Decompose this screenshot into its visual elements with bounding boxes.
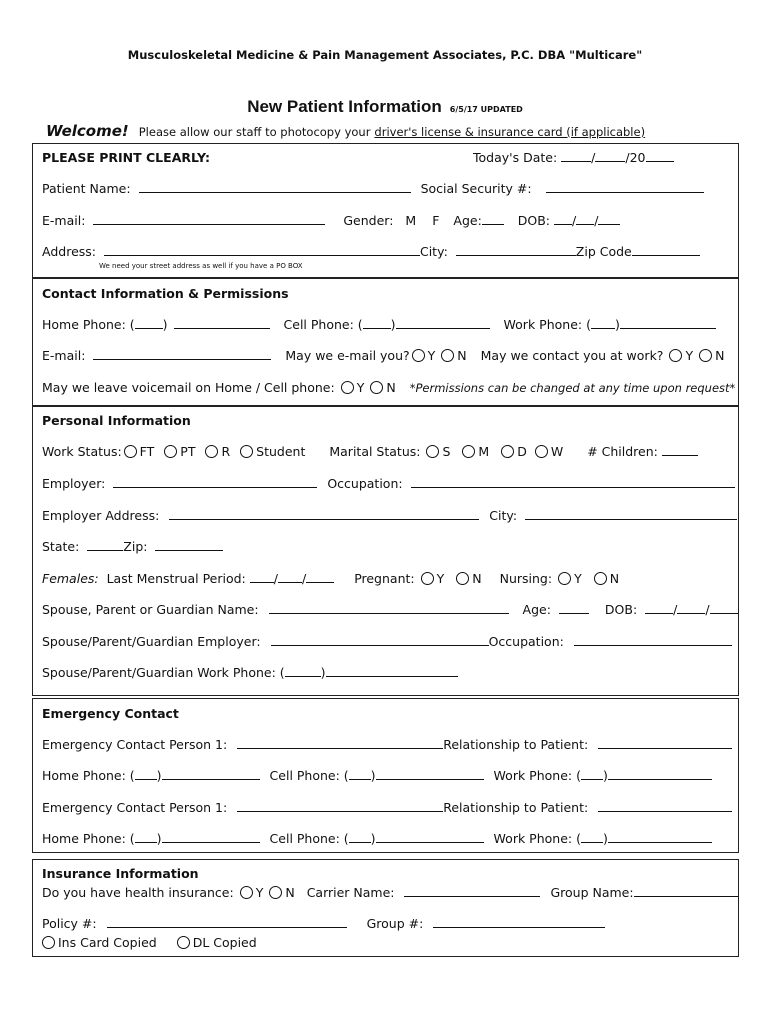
spouse-work-phone-field[interactable] (326, 665, 458, 677)
work-phone-label: Work Phone: ( (503, 317, 591, 332)
ssn-label: Social Security #: (420, 181, 532, 196)
paren: ) (370, 768, 376, 783)
cell-phone-label: Cell Phone: ( (283, 317, 363, 332)
yes-label: Y (436, 571, 445, 586)
no-label: N (715, 348, 725, 363)
student-radio[interactable] (240, 445, 253, 458)
date-month-field[interactable] (561, 150, 591, 162)
dob-sep: / (673, 602, 678, 617)
age-field[interactable] (482, 213, 504, 225)
lmp-day-field[interactable] (278, 571, 302, 583)
email-label: E-mail: (42, 213, 86, 228)
nursing-label: Nursing: (499, 571, 553, 586)
dob-month-field[interactable] (554, 213, 572, 225)
contact-email-field[interactable] (93, 348, 271, 360)
yes-label: Y (685, 348, 694, 363)
yes-label: Y (574, 571, 582, 586)
spouse-work-phone-area-field[interactable] (285, 665, 321, 677)
no-label: N (386, 380, 396, 395)
patient-name-field[interactable] (139, 181, 411, 193)
may-contact-work-label: May we contact you at work? (480, 348, 664, 363)
lmp-sep: / (273, 571, 278, 586)
ins-card-copied-radio[interactable] (42, 936, 55, 949)
spouse-dob-year-field[interactable] (710, 602, 738, 614)
spouse-age-label: Age: (522, 602, 551, 617)
cell-phone-field[interactable] (376, 768, 484, 780)
emergency-header: Emergency Contact (42, 706, 179, 721)
lmp-month-field[interactable] (250, 571, 274, 583)
yes-label: Y (427, 348, 436, 363)
address-note: We need your street address as well if you have a PO BOX (99, 262, 303, 270)
paren: ) (156, 768, 162, 783)
zip-label: Zip: (123, 539, 148, 554)
employer-label: Employer: (42, 476, 106, 491)
date-year-prefix: /20 (625, 150, 646, 165)
spouse-age-field[interactable] (559, 602, 589, 614)
home-phone-label: Home Phone: ( (42, 317, 135, 332)
lmp-year-field[interactable] (306, 571, 334, 583)
policy-field[interactable] (107, 916, 347, 928)
spouse-occupation-label: Occupation: (488, 634, 564, 649)
page-title: New Patient Information (247, 97, 442, 116)
patient-name-row (42, 181, 704, 197)
females-label: Females: (42, 571, 99, 586)
insurance-have-row (42, 885, 738, 901)
date-day-field[interactable] (595, 150, 625, 162)
lmp-label: Last Menstrual Period: (106, 571, 246, 586)
relationship-label: Relationship to Patient: (443, 737, 589, 752)
voicemail-row (42, 380, 735, 396)
spouse-work-phone-label: Spouse/Parent/Guardian Work Phone: ( (42, 665, 285, 680)
welcome-note: Please allow our staff to photocopy your (138, 125, 371, 139)
spouse-name-field[interactable] (269, 602, 509, 614)
children-label: # Children: (587, 444, 658, 459)
dob-label: DOB: (517, 213, 551, 228)
work-status-label: Work Status: (42, 444, 122, 459)
have-insurance-label: Do you have health insurance: (42, 885, 234, 900)
patient-name-label: Patient Name: (42, 181, 131, 196)
nursing-no-radio[interactable] (594, 572, 607, 585)
pregnant-yes-radio[interactable] (421, 572, 434, 585)
relationship-label: Relationship to Patient: (443, 800, 589, 815)
paren: ) (320, 665, 326, 680)
emergency-person-label: Emergency Contact Person 1: (42, 800, 228, 815)
permissions-note: *Permissions can be changed at any time upon request* (409, 381, 736, 395)
cell-phone-area-field[interactable] (363, 317, 391, 329)
email-field[interactable] (93, 213, 325, 225)
home-phone-area-field[interactable] (135, 831, 157, 843)
spouse-dob-month-field[interactable] (645, 602, 673, 614)
contact-email-label: E-mail: (42, 348, 86, 363)
paren: ) (156, 831, 162, 846)
emergency-phones-row-1 (42, 768, 712, 784)
cell-phone-area-field[interactable] (349, 831, 371, 843)
carrier-field[interactable] (404, 885, 540, 897)
home-phone-area-field[interactable] (135, 768, 157, 780)
cell-phone-label: Cell Phone: ( (269, 831, 349, 846)
date-sep: / (591, 150, 596, 165)
home-phone-field[interactable] (162, 768, 260, 780)
yes-label: Y (255, 885, 264, 900)
marital-status-label: Marital Status: (329, 444, 421, 459)
spouse-work-phone-row (42, 665, 458, 681)
yes-label: Y (356, 380, 365, 395)
lmp-sep: / (301, 571, 307, 586)
zip-field[interactable] (632, 244, 700, 256)
occupation-field[interactable] (411, 476, 735, 488)
home-phone-field[interactable] (162, 831, 260, 843)
insurance-yes-radio[interactable] (240, 886, 253, 899)
dl-copied-radio[interactable] (177, 936, 190, 949)
work-phone-field[interactable] (608, 768, 712, 780)
emergency-person-row-2 (42, 800, 732, 816)
dob-sep: / (572, 213, 577, 228)
city-label: City: (419, 244, 448, 259)
todays-date-label: Today's Date: (473, 150, 558, 165)
ins-card-copied-label: Ins Card Copied (58, 935, 157, 950)
personal-header: Personal Information (42, 413, 191, 428)
gender-m[interactable]: M (405, 213, 417, 228)
spouse-name-row (42, 602, 738, 618)
spouse-occupation-field[interactable] (574, 634, 732, 646)
welcome-text: Welcome! (46, 122, 129, 140)
paren: ) (602, 831, 608, 846)
copied-row (40, 935, 257, 951)
pregnant-no-radio[interactable] (456, 572, 469, 585)
work-phone-field[interactable] (620, 317, 716, 329)
no-label: N (609, 571, 620, 586)
relationship-field[interactable] (598, 800, 732, 812)
relationship-field[interactable] (598, 737, 732, 749)
state-field[interactable] (87, 539, 123, 551)
page-title-group (0, 97, 770, 117)
dob-sep: / (705, 602, 710, 617)
marital-m-radio[interactable] (462, 445, 475, 458)
employer-row (42, 476, 735, 492)
work-phone-area-field[interactable] (591, 317, 615, 329)
contact-work-no-radio[interactable] (699, 349, 712, 362)
group-name-label: Group Name: (550, 885, 634, 900)
s-label: S (442, 444, 451, 459)
voicemail-label: May we leave voicemail on Home / Cell phone: (42, 380, 335, 395)
address-field[interactable] (104, 244, 420, 256)
spouse-employer-field[interactable] (271, 634, 489, 646)
dl-copied-label: DL Copied (192, 935, 257, 950)
employer-address-row (42, 508, 737, 524)
group-num-field[interactable] (433, 916, 605, 928)
zip-label: Zip Code (575, 244, 632, 259)
date-year-field[interactable] (646, 150, 674, 162)
insurance-no-radio[interactable] (269, 886, 282, 899)
no-label: N (457, 348, 467, 363)
carrier-label: Carrier Name: (306, 885, 395, 900)
work-phone-label: Work Phone: ( (493, 831, 581, 846)
pt-label: PT (180, 444, 196, 459)
d-label: D (517, 444, 527, 459)
cell-phone-field[interactable] (396, 317, 490, 329)
children-field[interactable] (662, 444, 698, 456)
r-radio[interactable] (205, 445, 218, 458)
marital-d-radio[interactable] (501, 445, 514, 458)
spouse-employer-row (42, 634, 732, 650)
address-label: Address: (42, 244, 96, 259)
emergency-person-field[interactable] (237, 800, 443, 812)
welcome-link: driver's license & insurance card (if applicable) (374, 125, 646, 139)
w-label: W (550, 444, 564, 459)
insurance-header: Insurance Information (42, 866, 199, 881)
gender-f[interactable]: F (432, 213, 440, 228)
occupation-label: Occupation: (327, 476, 403, 491)
work-status-row (42, 444, 698, 460)
paren: ) (370, 831, 376, 846)
paren: ) (614, 317, 620, 332)
paren: ) (390, 317, 396, 332)
todays-date-row (473, 150, 674, 166)
employer-city-label: City: (489, 508, 518, 523)
no-label: N (472, 571, 482, 586)
dob-year-field[interactable] (598, 213, 620, 225)
work-phone-area-field[interactable] (581, 768, 603, 780)
policy-row (42, 916, 605, 932)
pregnant-label: Pregnant: (354, 571, 415, 586)
welcome-line (46, 122, 645, 140)
r-label: R (221, 444, 231, 459)
home-phone-area-field[interactable] (135, 317, 163, 329)
paren: ) (602, 768, 608, 783)
email-gender-row (42, 213, 620, 229)
may-email-label: May we e-mail you? (285, 348, 410, 363)
employer-city-field[interactable] (525, 508, 737, 520)
home-phone-label: Home Phone: ( (42, 768, 135, 783)
practice-name: Musculoskeletal Medicine & Pain Management Associates, P.C. DBA "Multicare" (127, 48, 643, 62)
nursing-yes-radio[interactable] (558, 572, 571, 585)
zip-field[interactable] (155, 539, 223, 551)
pt-radio[interactable] (164, 445, 177, 458)
updated-note: 6/5/17 UPDATED (449, 105, 523, 114)
address-row (42, 244, 700, 260)
voicemail-yes-radio[interactable] (341, 381, 354, 394)
student-label: Student (256, 444, 306, 459)
emergency-person-label: Emergency Contact Person 1: (42, 737, 228, 752)
marital-s-radio[interactable] (426, 445, 439, 458)
employer-address-field[interactable] (169, 508, 479, 520)
employer-address-label: Employer Address: (42, 508, 160, 523)
ft-radio[interactable] (124, 445, 137, 458)
females-row (42, 571, 619, 587)
may-email-no-radio[interactable] (441, 349, 454, 362)
contact-phones-row (42, 317, 716, 333)
work-phone-label: Work Phone: ( (493, 768, 581, 783)
ssn-field[interactable] (546, 181, 704, 193)
state-label: State: (42, 539, 80, 554)
no-label: N (285, 885, 295, 900)
dob-sep: / (594, 213, 599, 228)
home-phone-field[interactable] (174, 317, 270, 329)
contact-email-row (42, 348, 724, 364)
contact-header: Contact Information & Permissions (42, 286, 289, 301)
group-num-label: Group #: (366, 916, 424, 931)
contact-work-yes-radio[interactable] (669, 349, 682, 362)
work-phone-field[interactable] (608, 831, 712, 843)
spouse-dob-label: DOB: (604, 602, 638, 617)
cell-phone-label: Cell Phone: ( (269, 768, 349, 783)
employer-field[interactable] (113, 476, 317, 488)
ft-label: FT (139, 444, 155, 459)
emergency-phones-row-2 (42, 831, 712, 847)
group-name-field[interactable] (634, 885, 738, 897)
policy-label: Policy #: (42, 916, 97, 931)
dob-day-field[interactable] (576, 213, 594, 225)
may-email-yes-radio[interactable] (412, 349, 425, 362)
cell-phone-area-field[interactable] (349, 768, 371, 780)
marital-w-radio[interactable] (535, 445, 548, 458)
voicemail-no-radio[interactable] (370, 381, 383, 394)
cell-phone-field[interactable] (376, 831, 484, 843)
city-field[interactable] (456, 244, 576, 256)
emergency-person-field[interactable] (237, 737, 443, 749)
print-clearly-label: PLEASE PRINT CLEARLY: (42, 150, 210, 165)
m-label: M (478, 444, 490, 459)
spouse-name-label: Spouse, Parent or Guardian Name: (42, 602, 259, 617)
work-phone-area-field[interactable] (581, 831, 603, 843)
paren: ) (162, 317, 168, 332)
home-phone-label: Home Phone: ( (42, 831, 135, 846)
emergency-person-row-1 (42, 737, 732, 753)
age-label: Age: (453, 213, 482, 228)
state-zip-row (42, 539, 223, 555)
gender-label: Gender: (343, 213, 394, 228)
spouse-dob-day-field[interactable] (677, 602, 705, 614)
spouse-employer-label: Spouse/Parent/Guardian Employer: (42, 634, 261, 649)
